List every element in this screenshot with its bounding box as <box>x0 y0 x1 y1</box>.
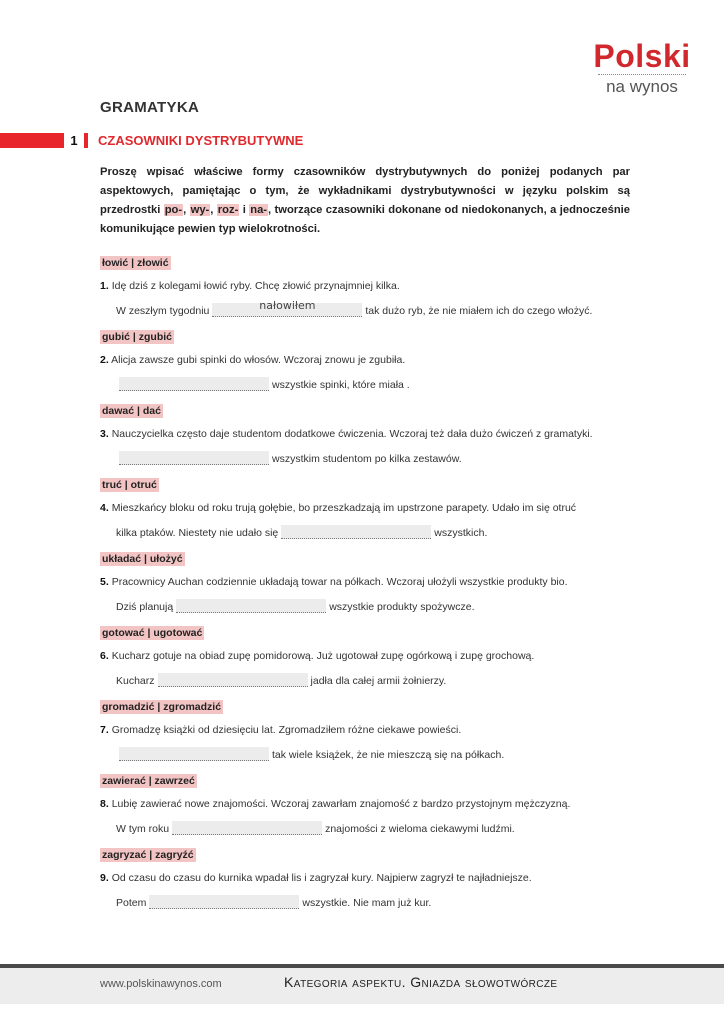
instructions <box>100 163 630 239</box>
exercise-item <box>100 626 640 688</box>
answer-blank[interactable] <box>149 895 299 909</box>
verb-pair-heading: truć | otruć <box>102 479 157 491</box>
answer-blank[interactable] <box>281 525 431 539</box>
answer-blank[interactable] <box>119 747 269 761</box>
logo-tagline: na wynos <box>606 77 678 96</box>
exercise-number: 6. <box>100 650 109 662</box>
exercise-sentence <box>100 649 640 663</box>
chapter-title: CZASOWNIKI DYSTRYBUTYWNE <box>98 133 304 148</box>
exercise-item <box>100 774 640 836</box>
exercise-number: 1. <box>100 280 109 292</box>
sentence-text: Idę dziś z kolegami łowić ryby. Chcę złowić przynajmniej kilka. <box>111 280 400 292</box>
logo-polski: Polski <box>593 38 691 74</box>
exercise-number: 3. <box>100 428 109 440</box>
exercise-item <box>100 330 640 392</box>
sentence-text: Alicja zawsze gubi spinki do włosów. Wczoraj znowu je zgubiła. <box>111 354 406 366</box>
task-text-after: wszystkich. <box>434 527 488 539</box>
exercise-number: 2. <box>100 354 109 366</box>
exercise-number: 5. <box>100 576 109 588</box>
exercise-item <box>100 404 640 466</box>
answer-blank[interactable] <box>172 821 322 835</box>
sentence-text: Mieszkańcy bloku od roku trują gołębie, bo przeszkadzają im upstrzone parapety. Udało im się otruć <box>111 502 577 514</box>
task-text-after: jadła dla całej armii żołnierzy. <box>310 675 447 687</box>
exercise-task-line <box>100 599 640 614</box>
exercise-number: 4. <box>100 502 109 514</box>
task-text-before: W tym roku <box>116 823 170 835</box>
prefix-wy: wy- <box>190 204 210 216</box>
verb-pair-heading: łowić | złowić <box>102 257 169 269</box>
task-text-after: tak wiele książek, że nie mieszczą się na półkach. <box>272 749 505 761</box>
exercise-task-line <box>100 673 640 688</box>
verb-pair-heading: gromadzić | zgromadzić <box>102 701 222 713</box>
answer-text: nałowiłem <box>259 299 316 312</box>
prefix-na: na- <box>250 204 268 216</box>
task-text-after: znajomości z wieloma ciekawymi ludźmi. <box>325 823 515 835</box>
chapter-number: 1 <box>64 133 84 148</box>
separator: i <box>239 204 250 216</box>
exercise-sentence <box>100 575 640 589</box>
exercise-sentence <box>100 353 640 367</box>
sentence-text: Lubię zawierać nowe znajomości. Wczoraj zawarłam znajomość z bardzo przystojnym mężczyzną. <box>111 798 571 810</box>
exercise-number: 9. <box>100 872 109 884</box>
task-text-before: Potem <box>116 897 147 909</box>
task-text-after: tak dużo ryb, że nie miałem ich do czego włożyć. <box>365 305 593 317</box>
instructions-text: , tworzące czasowniki dokonane od niedokonanych, a jednocześnie komunikujące pewien typ wielokrotności. <box>100 204 631 235</box>
answer-blank[interactable] <box>119 377 269 391</box>
instructions-text: Proszę wpisać właściwe formy czasowników dystrybutywnych do poniżej podanych par aspektowych, pamiętając o tym, że wykładnikami dystrybutywności w języku polskim są przedrostki <box>100 166 630 216</box>
exercise-number: 7. <box>100 724 109 736</box>
exercise-item <box>100 256 640 318</box>
exercise-task-line <box>100 377 640 392</box>
exercise-sentence <box>100 797 640 811</box>
verb-pair-heading: gotować | ugotować <box>102 627 203 639</box>
exercise-task-line <box>100 821 640 836</box>
task-text-after: wszystkie produkty spożywcze. <box>329 601 475 613</box>
verb-pair-heading: układać | ułożyć <box>102 553 183 565</box>
task-text-after: wszystkim studentom po kilka zestawów. <box>272 453 462 465</box>
exercise-number: 8. <box>100 798 109 810</box>
footer-url[interactable]: www.polskinawynos.com <box>100 978 222 990</box>
verb-pair-heading: zawierać | zawrzeć <box>102 775 195 787</box>
exercise-task-line <box>100 451 640 466</box>
sentence-text: Nauczycielka często daje studentom dodatkowe ćwiczenia. Wczoraj też dała dużo ćwiczeń z gramatyki. <box>111 428 593 440</box>
prefix-po: po- <box>164 204 183 216</box>
exercise-sentence <box>100 427 640 441</box>
sentence-text: Kucharz gotuje na obiad zupę pomidorową. Już ugotował zupę ogórkową i zupę grochową. <box>111 650 535 662</box>
task-text-before: Dziś planują <box>116 601 174 613</box>
section-title: GRAMATYKA <box>100 99 200 116</box>
prefix-roz: roz- <box>217 204 239 216</box>
answer-blank[interactable] <box>119 451 269 465</box>
task-text-before: kilka ptaków. Niestety nie udało się <box>116 527 279 539</box>
exercise-sentence <box>100 871 640 885</box>
exercise-task-line <box>100 299 640 318</box>
exercise-sentence <box>100 279 640 293</box>
answer-blank[interactable] <box>158 673 308 687</box>
exercise-sentence <box>100 501 640 515</box>
exercise-item <box>100 478 640 540</box>
exercise-task-line <box>100 895 640 910</box>
task-text-before: Kucharz <box>116 675 155 687</box>
task-text-before: W zeszłym tygodniu <box>116 305 210 317</box>
exercise-sentence <box>100 723 640 737</box>
verb-pair-heading: zagryzać | zagryźć <box>102 849 194 861</box>
exercise-task-line <box>100 525 640 540</box>
exercise-item <box>100 700 640 762</box>
footer-title: Kategoria aspektu. Gniazda słowotwórcze <box>284 974 558 990</box>
sentence-text: Od czasu do czasu do kurnika wpadał lis i zagryzał kury. Najpierw zagryzł te najładniejsze. <box>111 872 532 884</box>
exercise-item <box>100 848 640 910</box>
answer-blank[interactable] <box>176 599 326 613</box>
logo-divider <box>598 74 686 75</box>
separator: , <box>210 204 217 216</box>
exercise-task-line <box>100 747 640 762</box>
verb-pair-heading: gubić | zgubić <box>102 331 173 343</box>
sentence-text: Gromadzę książki od dziesięciu lat. Zgromadziłem różne ciekawe powieści. <box>111 724 462 736</box>
task-text-after: wszystkie. Nie mam już kur. <box>302 897 432 909</box>
exercise-item <box>100 552 640 614</box>
logo <box>592 40 692 97</box>
verb-pair-heading: dawać | dać <box>102 405 161 417</box>
separator: , <box>183 204 190 216</box>
sentence-text: Pracownicy Auchan codziennie układają towar na półkach. Wczoraj ułożyli wszystkie produkty bio. <box>111 576 568 588</box>
task-text-after: wszystkie spinki, które miała . <box>272 379 410 391</box>
answer-blank[interactable] <box>212 299 362 317</box>
